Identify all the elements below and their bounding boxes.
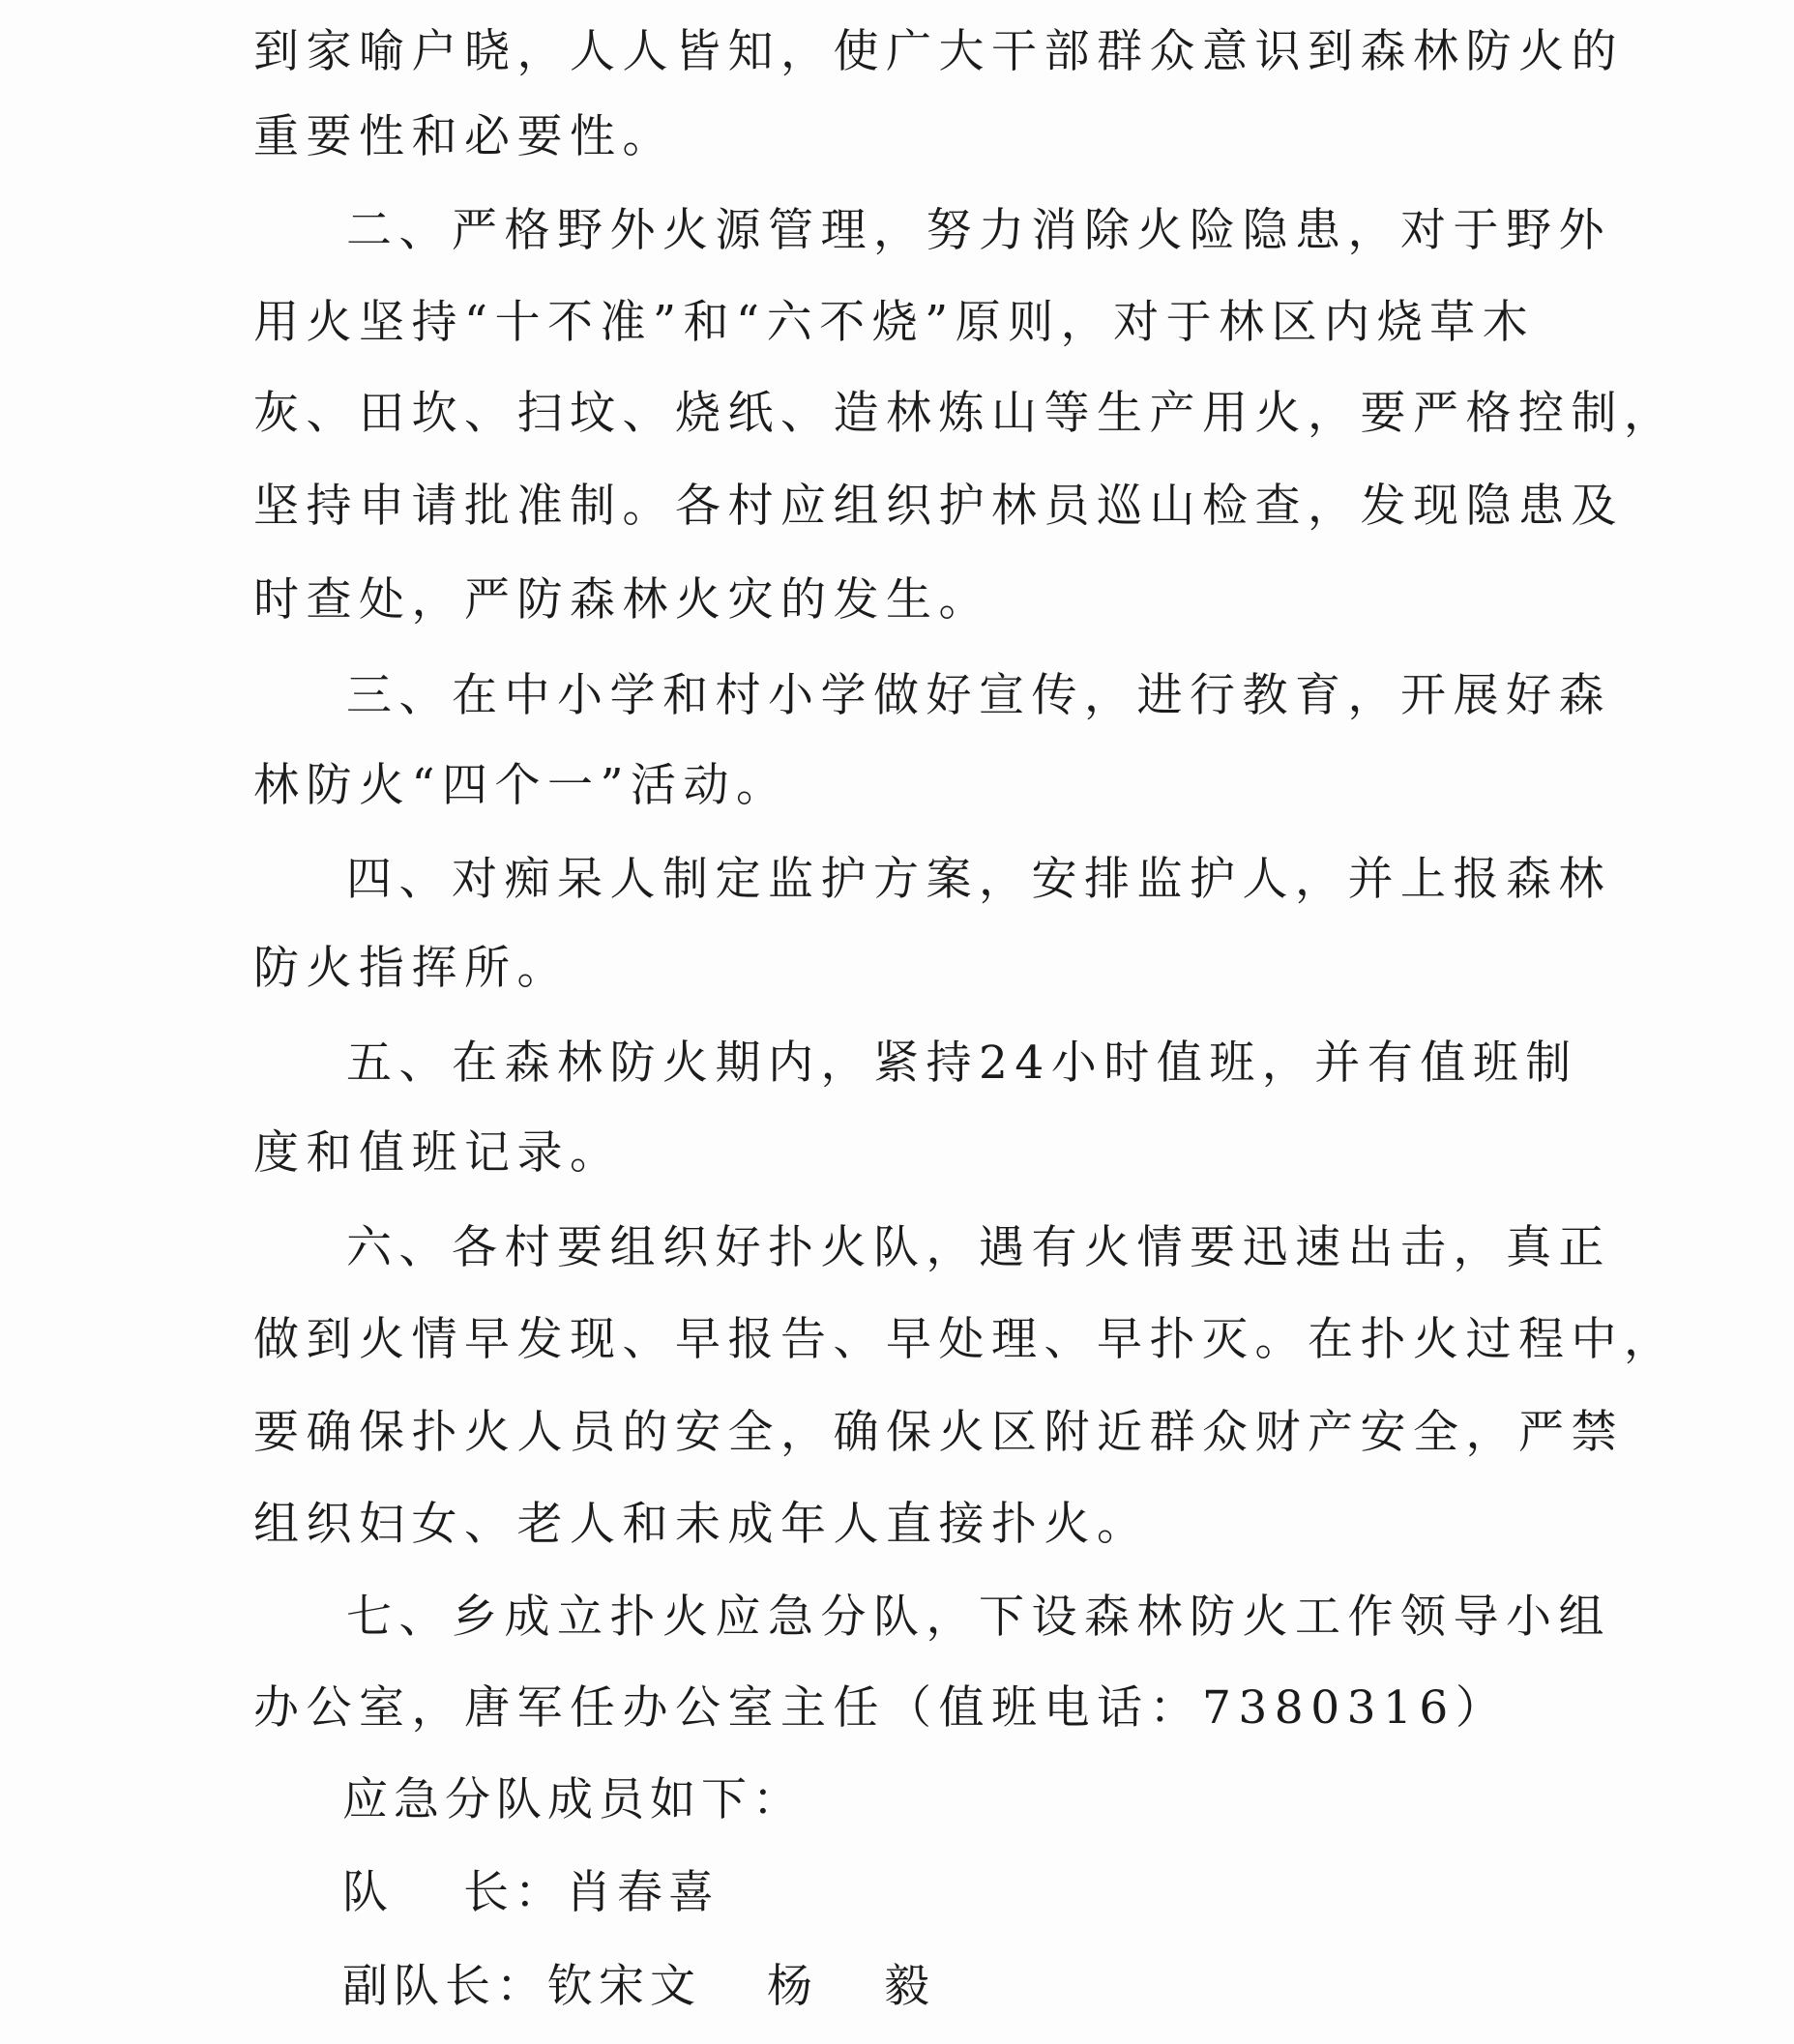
- paragraph-5-start: 五、在森林防火期内，紧持24小时值班，并有值班制: [346, 1037, 1578, 1090]
- captain-label-2: 长：: [463, 1866, 566, 1919]
- captain-line: [342, 1864, 1619, 1922]
- vice-captain-line: [342, 1958, 1619, 2016]
- paragraph-2-start: 二、严格野外火源管理，努力消除火险隐患，对于野外: [346, 204, 1611, 257]
- paragraph-6-start: 六、各村要组织好扑火队，遇有火情要迅速出击，真正: [346, 1221, 1611, 1274]
- captain-name: 肖春喜: [566, 1866, 720, 1919]
- text-line: 度和值班记录。: [253, 1126, 623, 1180]
- text-line: 防火指挥所。: [253, 942, 570, 995]
- text-line: 时查处，严防森林火灾的发生。: [253, 573, 991, 627]
- text-line: 组织妇女、老人和未成年人直接扑火。: [253, 1498, 1150, 1551]
- text-line: 用火坚持“十不准”和“六不烧”原则，对于林区内烧草木: [253, 296, 1536, 349]
- text-line: 林防火“四个一”活动。: [253, 759, 789, 812]
- text-line: 坚持申请批准制。各村应组织护林员巡山检查，发现隐患及: [253, 480, 1624, 533]
- text-line: 到家喻户晓，人人皆知，使广大干部群众意识到森林防火的: [253, 25, 1624, 78]
- text-line: 做到火情早发现、早报告、早处理、早扑灭。在扑火过程中，: [253, 1313, 1677, 1366]
- paragraph-4-start: 四、对痴呆人制定监护方案，安排监护人，并上报森林: [346, 853, 1611, 906]
- vice-captain-name-2a: 杨: [767, 1960, 818, 2013]
- vice-captain-label: 副队长：: [342, 1960, 547, 2013]
- vice-captain-name-2b: 毅: [884, 1960, 935, 2013]
- captain-label-1: 队: [342, 1866, 394, 1919]
- text-line: 要确保扑火人员的安全，确保火区附近群众财产安全，严禁: [253, 1406, 1624, 1459]
- text-line: 办公室，唐军任办公室主任（值班电话：7380316）: [253, 1681, 1509, 1735]
- text-line: 重要性和必要性。: [253, 110, 675, 163]
- paragraph-7-start: 七、乡成立扑火应急分队，下设森林防火工作领导小组: [346, 1591, 1611, 1644]
- text-line: 灰、田坎、扫坟、烧纸、造林炼山等生产用火，要严格控制，: [253, 387, 1677, 440]
- members-intro: 应急分队成员如下：: [342, 1773, 804, 1826]
- paragraph-3-start: 三、在中小学和村小学做好宣传，进行教育，开展好森: [346, 669, 1611, 722]
- vice-captain-name-1: 钦宋文: [547, 1960, 701, 2013]
